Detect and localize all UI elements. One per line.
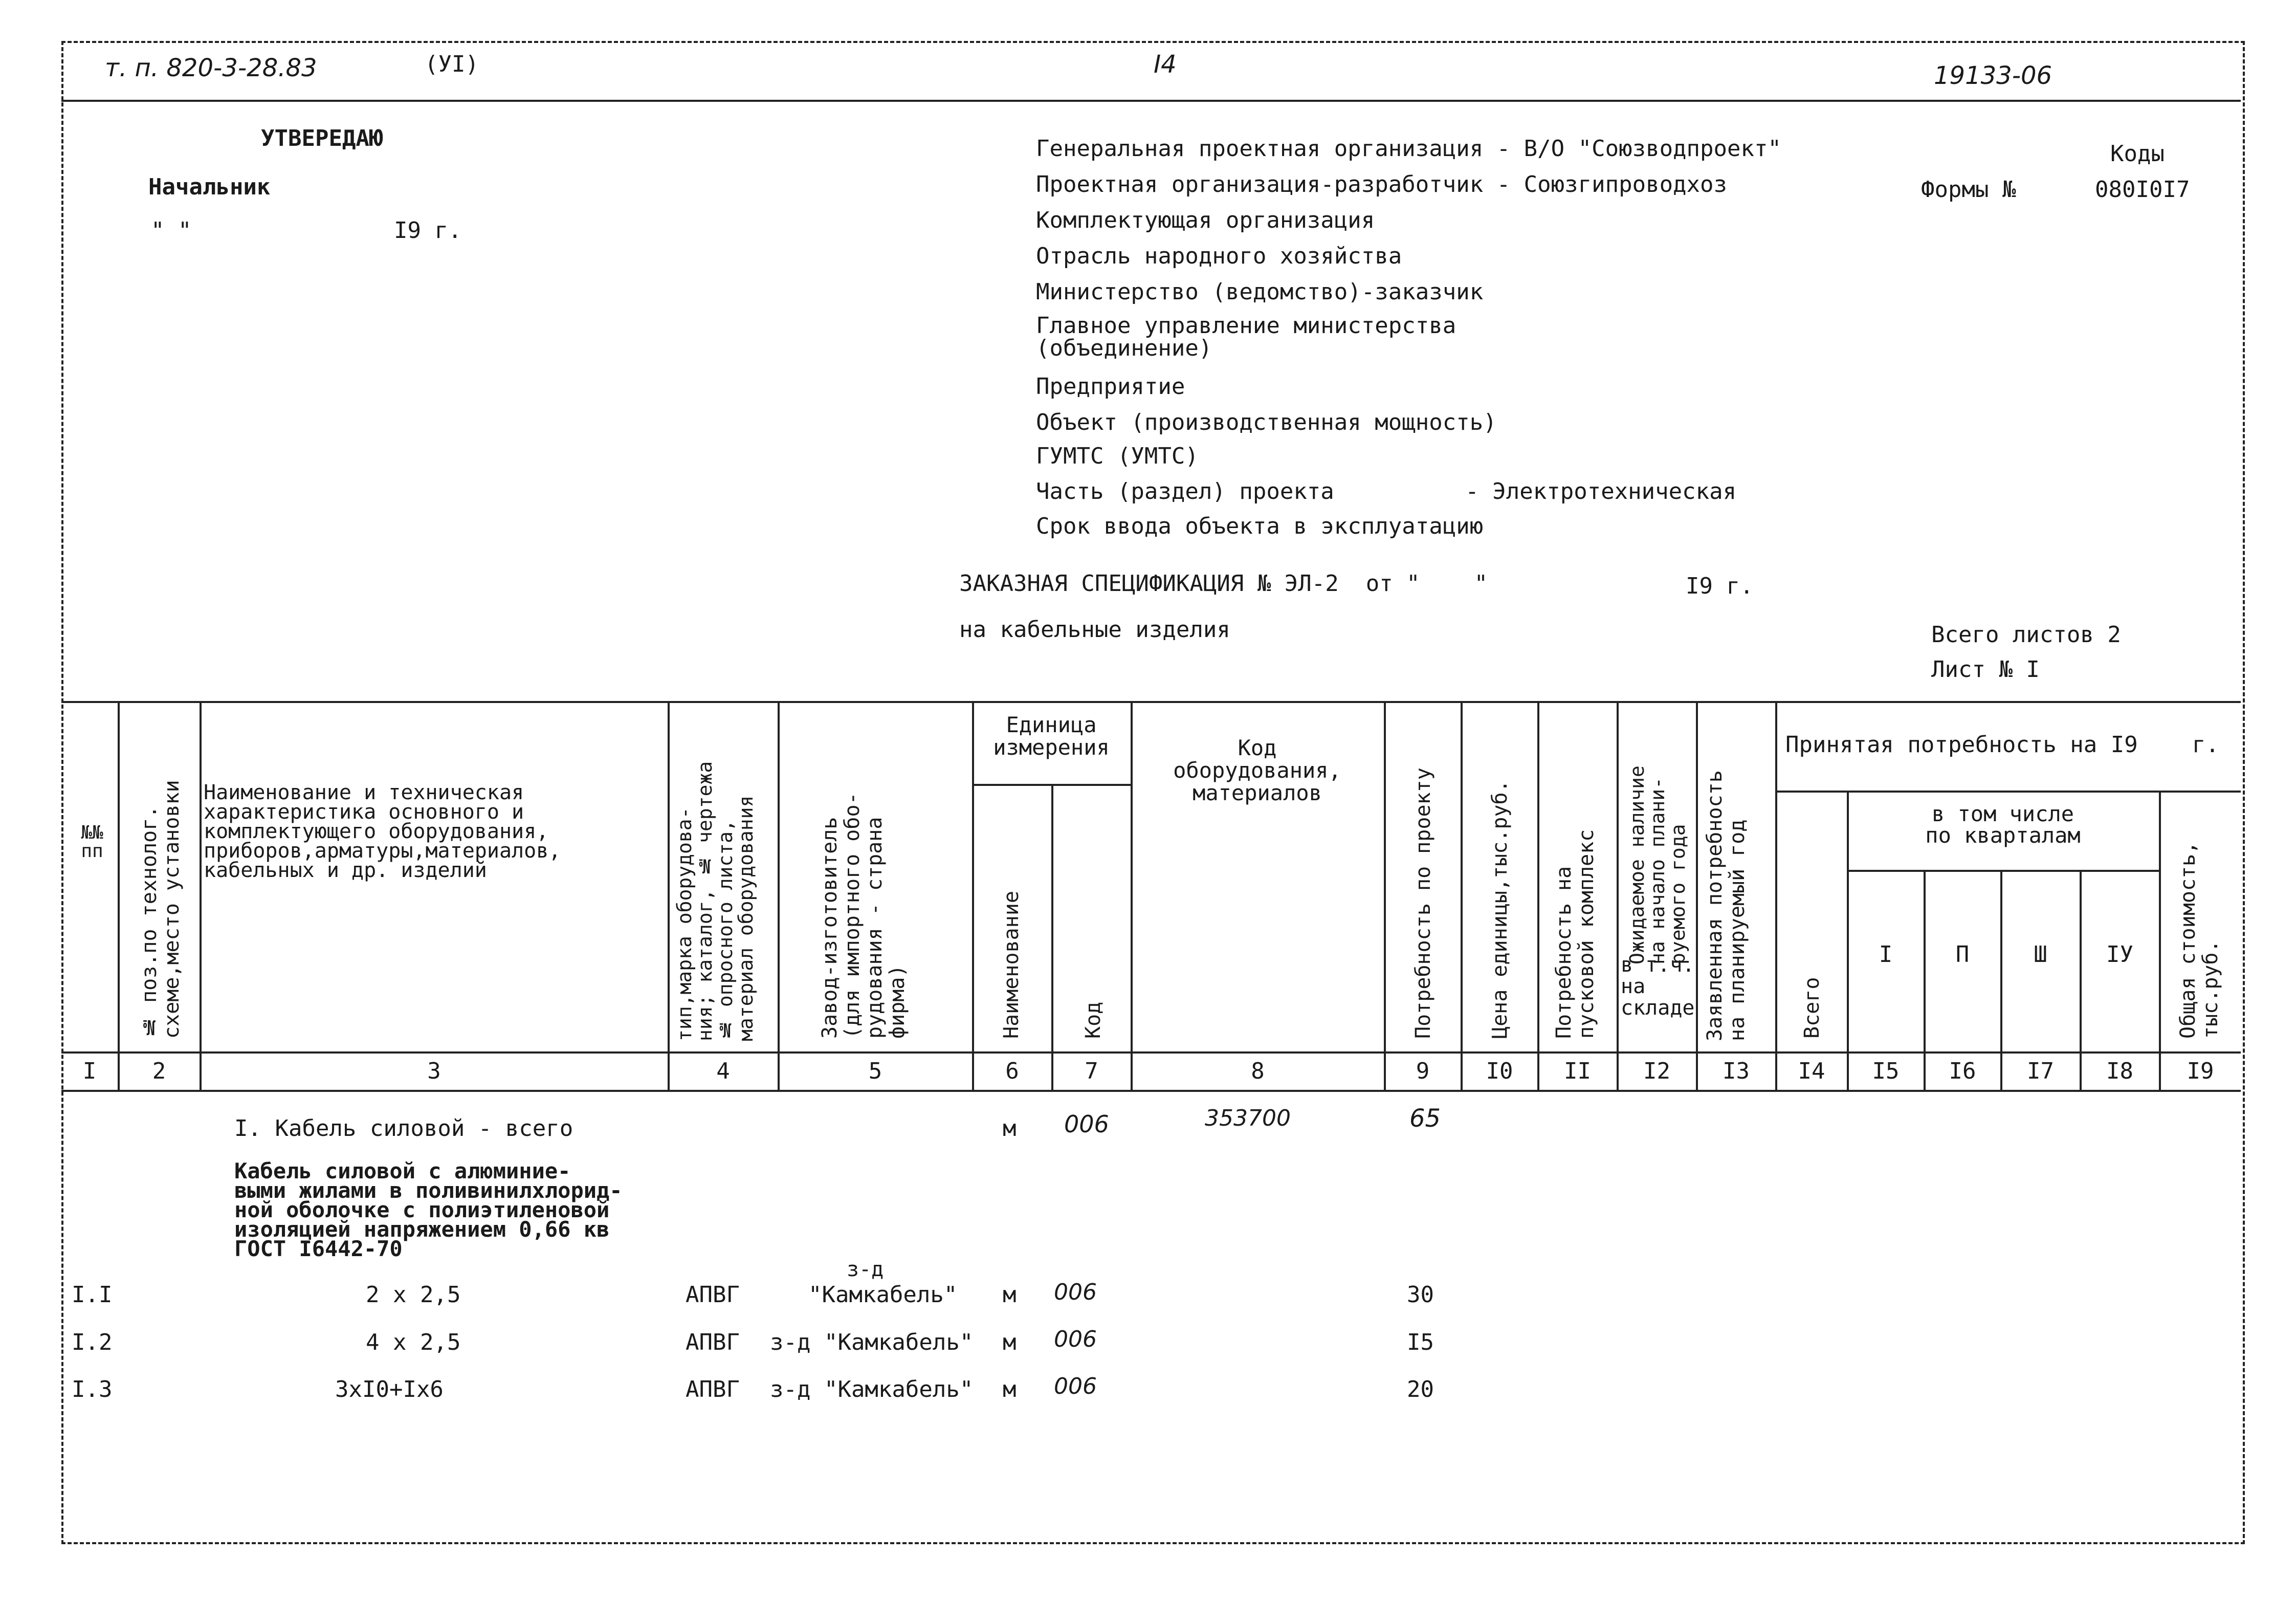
col-line-18: [2159, 791, 2161, 1090]
col-line-8: [1384, 701, 1386, 1090]
col-number: I5: [1872, 1058, 1900, 1084]
col-line-17: [2080, 870, 2082, 1090]
col-line-16: [2000, 870, 2002, 1090]
page-number: I4: [1154, 50, 1177, 79]
col-number: I6: [1949, 1058, 1976, 1084]
section-title: I. Кабель силовой - всего: [234, 1115, 573, 1142]
codes-title: Коды: [2110, 141, 2165, 167]
row-unit: м: [1003, 1329, 1017, 1355]
col-header-total-cost: Общая стоимость, тыс.руб.: [2176, 841, 2222, 1039]
header-field-completing-org: Комплектующая организация: [1036, 207, 1375, 233]
table-quarter-subline: [1847, 870, 2159, 872]
field-label: Генеральная проектная организация: [1036, 136, 1484, 162]
col-number: 7: [1085, 1058, 1098, 1084]
row-name: 4 х 2,5: [366, 1329, 461, 1355]
header-field-ministry: Министерство (ведомство)-заказчик: [1036, 279, 1484, 305]
approval-date-quotes: " ": [151, 217, 192, 244]
col-number: I0: [1486, 1058, 1513, 1084]
row-name: 2 х 2,5: [366, 1282, 461, 1308]
col-header-material-code: Код оборудования, материалов: [1173, 735, 1341, 805]
spec-title: ЗАКАЗНАЯ СПЕЦИФИКАЦИЯ № ЭЛ-2 от " ": [959, 571, 1488, 597]
col-line-14: [1847, 791, 1849, 1090]
row-quantity: 20: [1407, 1376, 1434, 1402]
col-line-13: [1775, 701, 1777, 1090]
col-line-1: [118, 701, 120, 1090]
col-number: I4: [1798, 1058, 1825, 1084]
col-header-type: тип,марка оборудова- ния; каталог, № чертежа № опросного листа, материал оборудования: [673, 761, 757, 1041]
header-field-design-org: [1036, 171, 1727, 198]
row-name: 3хI0+Iх6: [335, 1376, 444, 1402]
col-header-unit-price: Цена единицы,тыс.руб.: [1488, 780, 1512, 1039]
field-label: Часть (раздел) проекта: [1036, 478, 1334, 505]
row-quantity: 30: [1407, 1282, 1434, 1308]
col-number: I3: [1723, 1058, 1750, 1084]
header-field-project-part: [1036, 478, 1736, 505]
approval-date-year: I9 г.: [394, 217, 462, 244]
col-header-in-stock: в т.ч. на складе: [1621, 953, 1695, 1020]
col-line-6: [1051, 784, 1053, 1090]
inventory-number: 19133-06: [1934, 61, 2052, 90]
col-header-position: № поз.по технолог. схеме,место установки: [138, 780, 184, 1039]
col-header-startup-need: Потребность на пусковой комплекс: [1552, 829, 1598, 1039]
col-line-12: [1696, 701, 1698, 1090]
row-unit: м: [1003, 1282, 1017, 1308]
sheets-total: Всего листов 2: [1931, 622, 2121, 648]
row-unit-code: 006: [1054, 1326, 1097, 1352]
col-header-expected-stock: Ожидаемое наличие на начало плани- руемого года: [1626, 765, 1689, 964]
col-header-accepted-group: Принятая потребность на I9 г.: [1785, 732, 2219, 758]
row-unit-code: 006: [1054, 1373, 1097, 1399]
col-number: 6: [1005, 1058, 1019, 1084]
approval-title: УТВЕРЕДАЮ: [261, 125, 383, 151]
col-header-row-number: №№ пп: [81, 822, 103, 862]
col-header-q3: Ш: [2034, 941, 2047, 968]
col-number: 4: [716, 1058, 730, 1084]
form-label: Формы №: [1921, 177, 2016, 203]
col-header-q2: П: [1955, 941, 1970, 968]
section-unit: м: [1003, 1115, 1017, 1142]
col-line-2: [200, 701, 202, 1090]
col-line-11: [1617, 701, 1619, 1090]
col-number: I2: [1643, 1058, 1670, 1084]
row-number: I.2: [72, 1329, 113, 1355]
col-header-q1: I: [1879, 941, 1893, 968]
row-plant-prefix: з-д: [847, 1258, 884, 1281]
top-stamp-divider: [61, 100, 2241, 102]
row-unit: м: [1003, 1376, 1017, 1402]
col-line-5: [972, 701, 974, 1090]
sheet-number: Лист № I: [1931, 656, 2040, 683]
row-number: I.3: [72, 1376, 113, 1402]
col-header-unit-code: Код: [1081, 1001, 1105, 1039]
section-description: Кабель силовой с алюминие- выми жилами в поливинилхлорид- ной оболочке с полиэтиленовой изоляцией напряжением 0,66 кв ГОСТ I6442-70: [234, 1158, 623, 1261]
col-header-name: Наименование и техническая характеристика основного и комплектующего оборудования, приборов,арматуры,материалов, кабельных и др. изделий: [204, 781, 561, 882]
spec-subtitle: на кабельные изделия: [959, 617, 1230, 643]
field-value: - Электротехническая: [1465, 478, 1737, 505]
row-plant: з-д "Камкабель": [770, 1376, 974, 1402]
col-number: I8: [2106, 1058, 2133, 1084]
section-unit-code: 006: [1064, 1110, 1109, 1138]
col-number: I7: [2027, 1058, 2054, 1084]
header-field-main-department: Главное управление министерства (объединение): [1036, 313, 1456, 361]
col-header-unit-name: Наименование: [1000, 891, 1023, 1039]
header-field-object: Объект (производственная мощность): [1036, 409, 1497, 435]
col-number: II: [1564, 1058, 1591, 1084]
table-header-bottom: [61, 1051, 2241, 1054]
row-unit-code: 006: [1054, 1279, 1097, 1305]
col-header-q4: IУ: [2106, 941, 2133, 968]
field-value: - Союзгипроводхоз: [1496, 171, 1728, 198]
table-number-row-bottom: [61, 1090, 2241, 1092]
table-accepted-subline: [1775, 791, 2241, 793]
approval-position: Начальник: [148, 174, 271, 200]
row-plant: "Камкабель": [808, 1282, 958, 1308]
header-field-enterprise: Предприятие: [1036, 374, 1185, 400]
row-plant: з-д "Камкабель": [770, 1329, 974, 1355]
col-number: 8: [1251, 1058, 1265, 1084]
section-material-code: 353700: [1205, 1105, 1291, 1131]
row-number: I.I: [72, 1282, 113, 1308]
header-field-gumts: ГУМТС (УМТС): [1036, 443, 1199, 469]
col-line-15: [1924, 870, 1926, 1090]
row-quantity: I5: [1407, 1329, 1434, 1355]
col-header-quarters-group: в том числе по кварталам: [1925, 801, 2081, 848]
col-number: I: [82, 1058, 97, 1084]
col-line-9: [1461, 701, 1463, 1090]
row-type: АПВГ: [686, 1282, 740, 1308]
col-number: 3: [427, 1058, 441, 1084]
col-header-declared-need: Заявленная потребность на планируемый год: [1703, 770, 1749, 1041]
header-field-industry: Отрасль народного хозяйства: [1036, 243, 1402, 269]
form-code: 080I0I7: [2095, 177, 2190, 203]
field-label: Проектная организация-разработчик: [1036, 171, 1484, 198]
col-header-manufacturer: Завод-изготовитель (для импортного обо- рудования - страна фирма): [818, 792, 909, 1039]
project-reference: т. п. 820-3-28.83: [105, 54, 317, 82]
row-type: АПВГ: [686, 1329, 740, 1355]
col-number: 5: [868, 1058, 882, 1084]
col-header-unit-group: Единица измерения: [993, 712, 1110, 760]
section-quantity: 65: [1409, 1104, 1441, 1133]
col-header-project-need: Потребность по проекту: [1411, 767, 1435, 1039]
album-number: (УI): [425, 51, 479, 77]
spec-year: I9 г.: [1686, 573, 1754, 599]
col-line-4: [778, 701, 780, 1090]
col-line-7: [1131, 701, 1133, 1090]
col-header-total: Всего: [1800, 977, 1824, 1039]
col-number: I9: [2187, 1058, 2214, 1084]
row-type: АПВГ: [686, 1376, 740, 1402]
col-line-3: [668, 701, 670, 1090]
field-value: - В/О "Союзводпроект": [1496, 136, 1781, 162]
col-number: 9: [1416, 1058, 1430, 1084]
table-top-line: [61, 701, 2241, 703]
header-field-general-org: [1036, 136, 1781, 162]
col-line-10: [1537, 701, 1539, 1090]
col-number: 2: [152, 1058, 166, 1084]
header-field-commissioning: Срок ввода объекта в эксплуатацию: [1036, 513, 1484, 539]
